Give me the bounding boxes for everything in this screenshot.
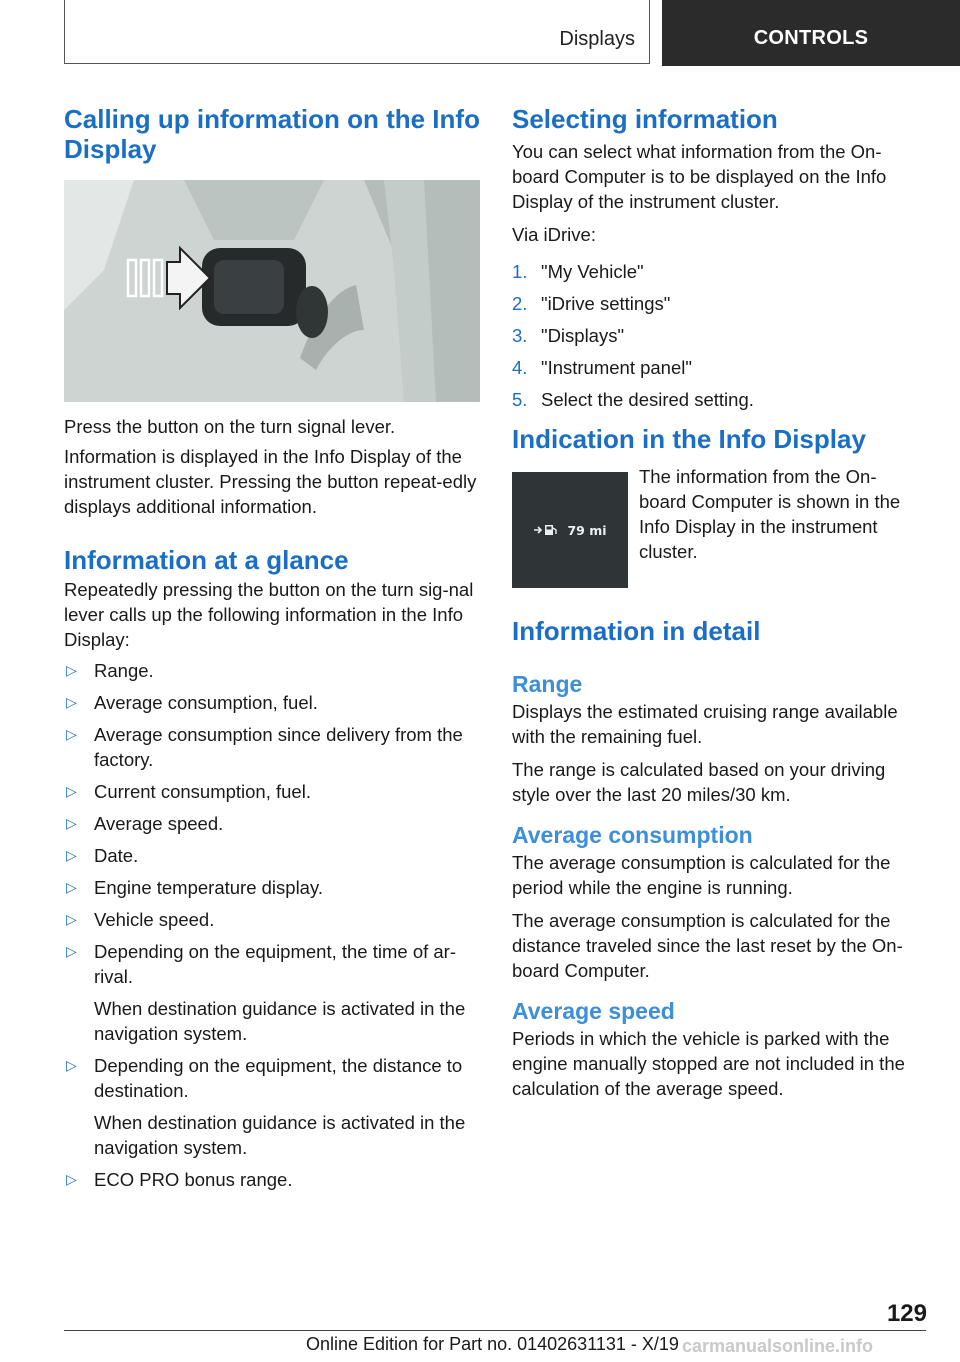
paragraph-via-idrive: Via iDrive: [512, 224, 596, 245]
step-text: "Instrument panel" [541, 357, 692, 378]
right-column [512, 100, 922, 1101]
triangle-bullet-icon: ▷ [66, 694, 77, 710]
paragraph-press-button: Press the button on the turn signal lever. [64, 416, 396, 437]
step-item [512, 355, 922, 380]
heading-selecting-info: Selecting information [512, 104, 778, 134]
triangle-bullet-icon: ▷ [66, 1171, 77, 1187]
triangle-bullet-icon: ▷ [66, 847, 77, 863]
info-display-row [512, 464, 922, 588]
step-number: 4. [512, 357, 528, 378]
list-item-text: Date. [94, 845, 139, 866]
triangle-bullet-icon: ▷ [66, 783, 77, 799]
triangle-bullet-icon: ▷ [66, 1057, 77, 1073]
left-column [64, 100, 482, 1199]
list-item-text: Average consumption since delivery from the factory. [94, 724, 463, 770]
turn-signal-lever-icon [64, 180, 480, 402]
information-list [64, 658, 482, 1192]
triangle-bullet-icon: ▷ [66, 815, 77, 831]
paragraph-consumption-2: The average consumption is calculated for the distance traveled since the last reset by the On-board Computer. [512, 910, 903, 981]
list-item [64, 690, 482, 715]
list-item-text: Average speed. [94, 813, 224, 834]
list-item [64, 779, 482, 804]
paragraph-repeatedly-pressing: Repeatedly pressing the button on the turn sig-nal lever calls up the following information in the Info Display: [64, 579, 474, 650]
step-number: 2. [512, 293, 528, 314]
list-item [64, 811, 482, 836]
list-item-text: Depending on the equipment, the time of ar-rival. [94, 941, 457, 987]
step-text: "My Vehicle" [541, 261, 644, 282]
step-number: 1. [512, 261, 528, 282]
step-item [512, 291, 922, 316]
list-item [64, 722, 482, 772]
subheading-range: Range [512, 671, 583, 697]
section-title: Displays [559, 28, 635, 50]
heading-indication-info-display: Indication in the Info Display [512, 424, 866, 454]
paragraph-consumption-1: The average consumption is calculated for the period while the engine is running. [512, 852, 891, 898]
paragraph-info-displayed: Information is displayed in the Info Display of the instrument cluster. Pressing the button repeat-edly displays additional information. [64, 446, 477, 517]
paragraph-average-speed: Periods in which the vehicle is parked with the engine manually stopped are not included in the calculation of the average speed. [512, 1028, 905, 1099]
list-item [64, 1167, 482, 1192]
list-item-text: Engine temperature display. [94, 877, 323, 898]
list-item [64, 658, 482, 683]
step-text: "Displays" [541, 325, 625, 346]
triangle-bullet-icon: ▷ [66, 726, 77, 742]
list-item-text: Current consumption, fuel. [94, 781, 311, 802]
triangle-bullet-icon: ▷ [66, 662, 77, 678]
chapter-label: CONTROLS [753, 26, 869, 49]
list-item-note: When destination guidance is activated in the navigation system. [94, 998, 466, 1044]
paragraph-info-shown: The information from the On-board Computer is shown in the Info Display in the instrument cluster. [639, 466, 901, 562]
paragraph-range-2: The range is calculated based on your driving style over the last 20 miles/30 km. [512, 759, 886, 805]
list-item [64, 875, 482, 900]
triangle-bullet-icon: ▷ [66, 911, 77, 927]
list-item [64, 939, 482, 1046]
paragraph-select-info: You can select what information from the On-board Computer is to be displayed on the Info Display of the instrument cluster. [512, 141, 887, 212]
list-item-note: When destination guidance is activated in the navigation system. [94, 1112, 466, 1158]
list-item [64, 843, 482, 868]
heading-info-in-detail: Information in detail [512, 616, 761, 646]
step-number: 3. [512, 325, 528, 346]
list-item-text: ECO PRO bonus range. [94, 1169, 293, 1190]
list-item-text: Vehicle speed. [94, 909, 215, 930]
subheading-average-speed: Average speed [512, 998, 675, 1024]
step-text: "iDrive settings" [541, 293, 671, 314]
heading-calling-up-info: Calling up information on the Info Display [64, 104, 480, 164]
info-display-image [512, 472, 628, 588]
chapter-tab [662, 0, 960, 66]
display-readout: 79 mi [567, 522, 607, 538]
page-header [0, 0, 960, 66]
range-fuel-pump-icon [533, 523, 561, 537]
list-item-text: Depending on the equipment, the distance to destination. [94, 1055, 463, 1101]
paragraph-range-1: Displays the estimated cruising range available with the remaining fuel. [512, 701, 898, 747]
subheading-average-consumption: Average consumption [512, 822, 753, 848]
triangle-bullet-icon: ▷ [66, 943, 77, 959]
list-item [64, 1053, 482, 1160]
list-item-text: Average consumption, fuel. [94, 692, 318, 713]
step-number: 5. [512, 389, 528, 410]
list-item [64, 907, 482, 932]
edition-text: Online Edition for Part no. 01402631131 - X/19 [306, 1334, 679, 1354]
watermark: carmanualsonline.info [682, 1336, 874, 1356]
footer-divider [64, 1330, 926, 1331]
page-number: 129 [886, 1300, 927, 1327]
list-item-text: Range. [94, 660, 154, 681]
idrive-steps-list [512, 259, 922, 412]
heading-info-at-glance: Information at a glance [64, 545, 349, 575]
step-item [512, 259, 922, 284]
step-item [512, 323, 922, 348]
step-text: Select the desired setting. [541, 389, 754, 410]
turn-signal-lever-illustration [64, 180, 480, 402]
step-item [512, 387, 922, 412]
triangle-bullet-icon: ▷ [66, 879, 77, 895]
